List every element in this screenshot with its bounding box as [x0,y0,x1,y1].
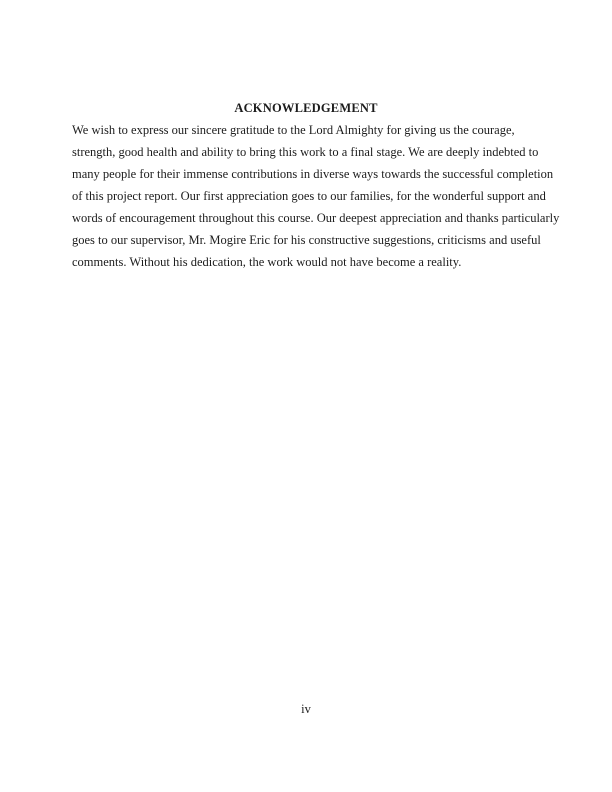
paragraph-line: of this project report. Our first appreciation goes to our families, for the wonderful support and [72,189,546,203]
paragraph-line: strength, good health and ability to bring this work to a final stage. We are deeply indebted to [72,145,539,159]
paragraph-line: words of encouragement throughout this course. Our deepest appreciation and thanks particularly [72,211,560,225]
page-content [72,97,560,273]
paragraph-line: goes to our supervisor, Mr. Mogire Eric for his constructive suggestions, criticisms and useful [72,233,541,247]
paragraph-line: many people for their immense contributions in diverse ways towards the successful completion [72,167,554,181]
page-number: iv [301,702,311,716]
paragraph-line: comments. Without his dedication, the work would not have become a reality. [72,255,462,269]
acknowledgement-paragraph [72,119,560,273]
section-heading: ACKNOWLEDGEMENT [234,101,378,115]
paragraph-line: We wish to express our sincere gratitude to the Lord Almighty for giving us the courage, [72,123,515,137]
